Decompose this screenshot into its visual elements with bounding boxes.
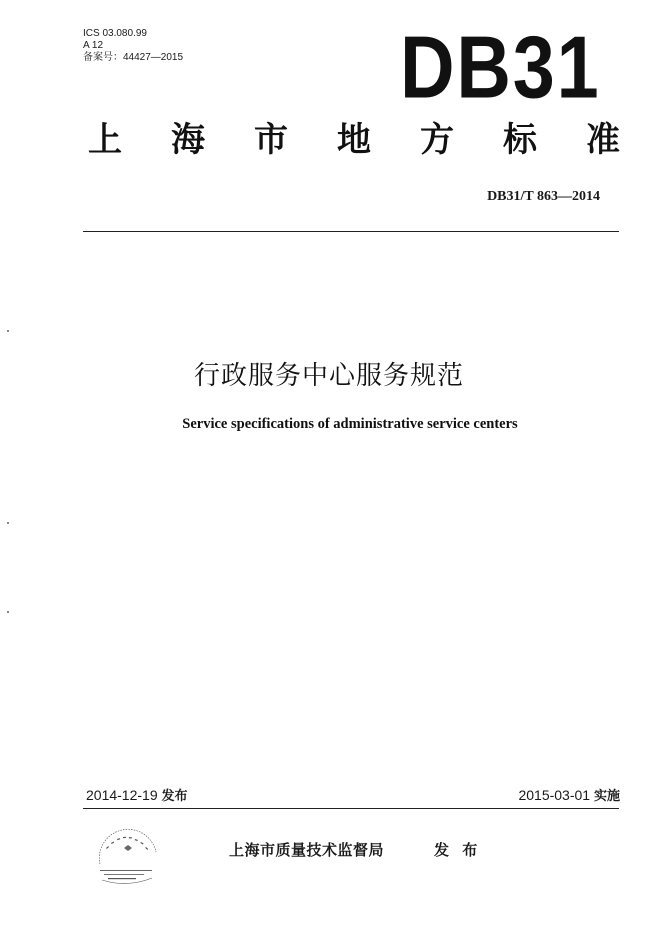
issue-date	[86, 786, 188, 806]
standard-type-char: 方	[420, 120, 454, 160]
implementation-date-value: 2015-03-01	[518, 787, 591, 803]
standard-type-char: 地	[337, 120, 371, 160]
scan-speck	[7, 330, 9, 332]
standard-type-char: 市	[254, 120, 288, 160]
publication-stamp	[94, 826, 160, 886]
issue-date-suffix: 发布	[161, 789, 188, 804]
implementation-date	[518, 786, 620, 806]
document-title-en: Service specifications of administrative service centers	[182, 416, 518, 432]
record-number: 备案号：44427—2015	[83, 52, 184, 63]
ics-code: ICS 03.080.99	[83, 28, 147, 39]
standard-type-char: 标	[503, 120, 537, 160]
scan-speck	[7, 611, 9, 613]
ccs-code: A 12	[83, 40, 104, 51]
document-metadata	[83, 28, 183, 64]
standard-type-char: 上	[88, 120, 122, 160]
implementation-date-suffix: 实施	[593, 789, 620, 804]
issue-date-value: 2014-12-19	[86, 787, 158, 803]
document-title-cn: 行政服务中心服务规范	[193, 361, 464, 391]
scan-speck	[7, 522, 9, 524]
db31-logo: DB31	[400, 17, 601, 117]
publisher-name: 上海市质量技术监督局	[229, 841, 385, 859]
standard-code: DB31/T 863—2014	[487, 189, 600, 204]
publish-verb: 发 布	[434, 841, 482, 859]
standard-type-char: 海	[171, 120, 205, 160]
standard-type-char: 准	[586, 120, 620, 160]
bottom-divider	[83, 808, 619, 809]
top-divider	[83, 231, 619, 232]
standard-type-heading	[88, 118, 620, 162]
